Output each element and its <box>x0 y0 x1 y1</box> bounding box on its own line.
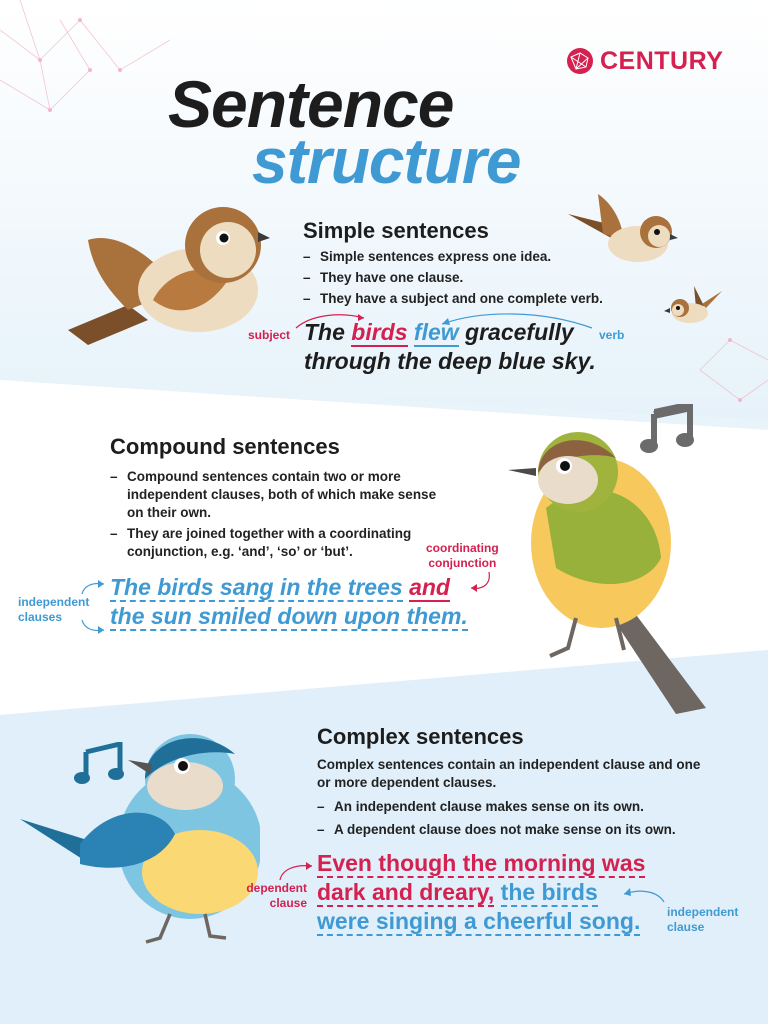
list-item: – They have a subject and one complete verb. <box>303 290 723 308</box>
simple-sentences-bullets <box>303 248 723 308</box>
label-line: conjunction <box>428 556 497 570</box>
dependent-clause-line2: dark and dreary, <box>317 879 495 905</box>
complex-sentences-intro: Complex sentences contain an independent clause and one or more dependent clauses. <box>317 757 701 790</box>
dependent-clause-label <box>237 881 307 911</box>
dependent-clause-arrow <box>274 858 318 884</box>
label-line: independent <box>667 905 739 919</box>
complex-sentence-example <box>317 849 697 936</box>
sparrow-bird-illustration <box>58 200 270 360</box>
century-logo <box>566 44 723 78</box>
compound-sentences-section <box>110 434 440 564</box>
century-logo-icon <box>566 47 594 75</box>
compound-sentences-bullets <box>110 468 440 561</box>
list-item: – Simple sentences express one idea. <box>303 248 723 266</box>
page-title-line2: structure <box>252 125 521 197</box>
label-line: coordinating <box>426 541 499 555</box>
example-text <box>408 319 414 345</box>
label-line: dependent <box>246 881 307 895</box>
label-line: clauses <box>18 610 63 624</box>
verb-word: flew <box>413 319 459 345</box>
independent-clause-line2: were singing a cheerful song. <box>317 908 641 934</box>
simple-sentence-example <box>304 318 644 376</box>
subject-word: birds <box>351 319 408 345</box>
conjunction-word: and <box>409 574 450 600</box>
list-item: – They have one clause. <box>303 269 723 287</box>
label-line: independent <box>18 595 90 609</box>
verb-label: verb <box>599 328 625 342</box>
blue-bird-illustration <box>20 724 260 946</box>
list-item: – Compound sentences contain two or more independent clauses, both of which make sense on their own. <box>110 468 440 522</box>
example-text: gracefully through the deep blue sky. <box>304 319 596 374</box>
compound-sentence-example <box>110 573 530 631</box>
independent-clause-2: the sun smiled down upon them. <box>110 603 468 629</box>
list-item: – An independent clause makes sense on its own. <box>317 798 707 816</box>
independent-clause-line1: the birds <box>500 879 598 905</box>
page-title-line1: Sentence <box>168 67 454 141</box>
independent-clause-1: The birds sang in the trees <box>110 574 403 600</box>
label-line: clause <box>269 896 307 910</box>
brand-name: CENTURY <box>600 46 724 75</box>
list-item: – A dependent clause does not make sense on its own. <box>317 821 707 839</box>
label-line: clause <box>667 920 705 934</box>
complex-sentences-heading: Complex sentences <box>317 724 524 749</box>
simple-sentences-section <box>303 218 723 311</box>
coordinating-conjunction-label <box>426 541 499 571</box>
subject-label: subject <box>248 328 291 342</box>
complex-sentences-bullets <box>317 798 707 839</box>
complex-sentences-section <box>317 724 707 844</box>
simple-sentences-heading: Simple sentences <box>303 218 489 243</box>
compound-sentences-heading: Compound sentences <box>110 434 340 459</box>
green-bird-illustration <box>506 428 711 718</box>
list-item: – They are joined together with a coordinating conjunction, e.g. ‘and’, ‘so’ or ‘but’. <box>110 525 440 561</box>
dependent-clause-line1: Even though the morning was <box>317 850 646 876</box>
clauses-arrows <box>78 578 108 636</box>
example-text: The <box>304 319 352 345</box>
